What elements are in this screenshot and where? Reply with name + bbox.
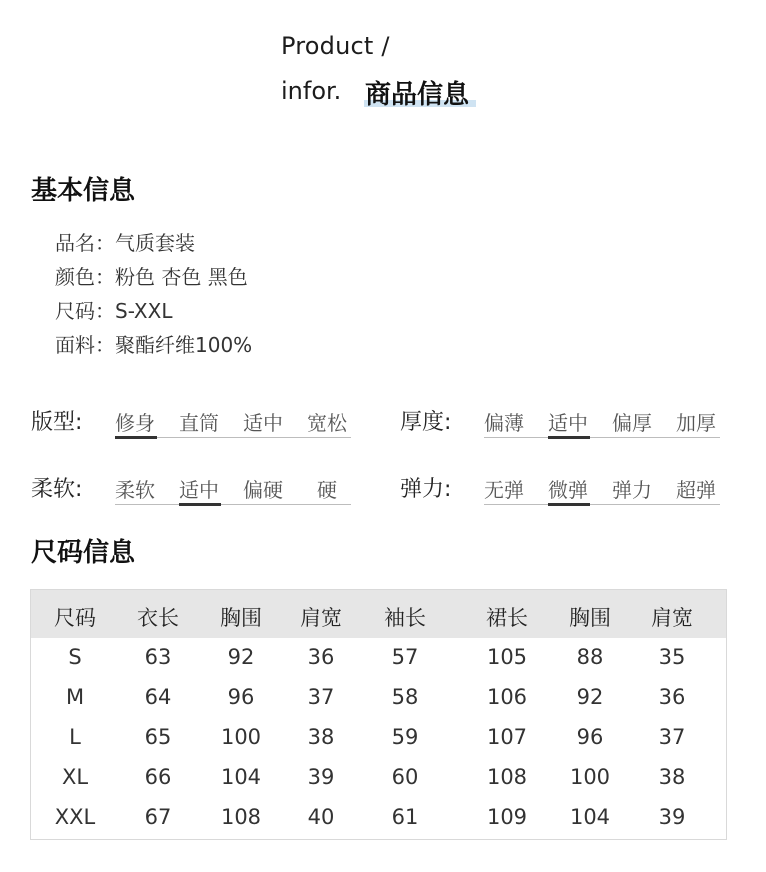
size-table-header-cell: 尺码 — [54, 606, 96, 630]
attr-fit-selected-mark — [115, 436, 157, 439]
attr-thickness-option-4: 加厚 — [676, 411, 716, 435]
table-cell: 60 — [391, 765, 419, 789]
size-table-header-cell: 肩宽 — [651, 606, 693, 630]
attr-fit-option-4: 宽松 — [307, 411, 347, 435]
attr-elasticity-option-3: 弹力 — [612, 478, 652, 502]
size-table-header-cell: 胸围 — [220, 606, 262, 630]
attr-softness-option-3: 偏硬 — [243, 478, 283, 502]
attr-elasticity — [400, 472, 730, 512]
size-table-header-cell: 胸围 — [569, 606, 611, 630]
attr-fit — [31, 405, 361, 445]
table-cell: 38 — [658, 765, 686, 789]
table-cell: 59 — [391, 725, 419, 749]
attr-fit-label: 版型: — [31, 410, 83, 435]
table-cell: 105 — [486, 645, 528, 669]
basic-info-list — [55, 226, 252, 362]
table-cell: 100 — [220, 725, 262, 749]
info-row-color: 颜色：粉色 杏色 黑色 — [55, 265, 248, 289]
size-table-header-cell: 衣长 — [137, 606, 179, 630]
table-cell: S — [68, 645, 82, 669]
attr-thickness-option-3: 偏厚 — [612, 411, 652, 435]
attr-softness-label: 柔软: — [31, 477, 83, 502]
table-cell: 40 — [307, 805, 335, 829]
size-table-header-row — [31, 590, 726, 638]
attr-elasticity-label: 弹力: — [400, 477, 452, 502]
header-product-label: Product / — [281, 32, 390, 60]
info-row-name: 品名：气质套装 — [55, 231, 195, 255]
table-cell: 92 — [576, 685, 604, 709]
table-cell: 108 — [220, 805, 262, 829]
header-title-cn: 商品信息 — [365, 80, 470, 110]
table-cell: 67 — [144, 805, 172, 829]
table-cell: 96 — [576, 725, 604, 749]
table-cell: 66 — [144, 765, 172, 789]
attr-softness-option-2: 适中 — [179, 478, 219, 502]
table-cell: 65 — [144, 725, 172, 749]
attr-softness-scale — [115, 504, 351, 505]
table-cell: 38 — [307, 725, 335, 749]
table-cell: 57 — [391, 645, 419, 669]
table-cell: 58 — [391, 685, 419, 709]
table-cell: 63 — [144, 645, 172, 669]
size-table-header-cell: 肩宽 — [300, 606, 342, 630]
table-cell: 37 — [658, 725, 686, 749]
info-row-size: 尺码：S-XXL — [55, 299, 173, 323]
attr-thickness-option-1: 偏薄 — [484, 411, 524, 435]
size-table — [30, 589, 727, 840]
table-cell: L — [69, 725, 81, 749]
attr-thickness-option-2: 适中 — [548, 411, 588, 435]
attr-thickness — [400, 405, 730, 445]
table-cell: 37 — [307, 685, 335, 709]
attr-softness-selected-mark — [179, 503, 221, 506]
attr-fit-option-2: 直筒 — [179, 411, 219, 435]
header-infor-label: infor. — [281, 77, 342, 105]
attr-elasticity-selected-mark — [548, 503, 590, 506]
attr-softness — [31, 472, 361, 512]
table-cell: 35 — [658, 645, 686, 669]
table-cell: 64 — [144, 685, 172, 709]
basic-info-title: 基本信息 — [31, 176, 136, 206]
attr-elasticity-option-1: 无弹 — [484, 478, 524, 502]
attr-thickness-scale — [484, 437, 720, 438]
attr-thickness-label: 厚度: — [400, 410, 452, 435]
table-cell: 39 — [307, 765, 335, 789]
table-cell: XXL — [54, 805, 96, 829]
table-cell: 108 — [486, 765, 528, 789]
attr-fit-option-1: 修身 — [115, 411, 155, 435]
table-cell: 92 — [227, 645, 255, 669]
attr-fit-option-3: 适中 — [243, 411, 283, 435]
table-cell: 96 — [227, 685, 255, 709]
table-cell: XL — [61, 765, 89, 789]
attr-elasticity-option-4: 超弹 — [676, 478, 716, 502]
attr-thickness-selected-mark — [548, 436, 590, 439]
table-cell: 104 — [220, 765, 262, 789]
attr-softness-option-4: 硬 — [317, 478, 337, 502]
table-cell: 88 — [576, 645, 604, 669]
table-cell: 100 — [569, 765, 611, 789]
size-table-header-cell: 裙长 — [486, 606, 528, 630]
table-cell: 36 — [658, 685, 686, 709]
table-cell: 104 — [569, 805, 611, 829]
table-cell: 106 — [486, 685, 528, 709]
size-table-header-cell: 袖长 — [384, 606, 426, 630]
attr-elasticity-scale — [484, 504, 720, 505]
table-cell: 61 — [391, 805, 419, 829]
table-cell: 39 — [658, 805, 686, 829]
table-cell: 107 — [486, 725, 528, 749]
attr-softness-option-1: 柔软 — [115, 478, 155, 502]
attr-elasticity-option-2: 微弹 — [548, 478, 588, 502]
info-row-fabric: 面料：聚酯纤维100% — [55, 333, 253, 357]
table-cell: M — [65, 685, 85, 709]
size-info-title: 尺码信息 — [31, 538, 136, 568]
table-cell: 36 — [307, 645, 335, 669]
table-cell: 109 — [486, 805, 528, 829]
